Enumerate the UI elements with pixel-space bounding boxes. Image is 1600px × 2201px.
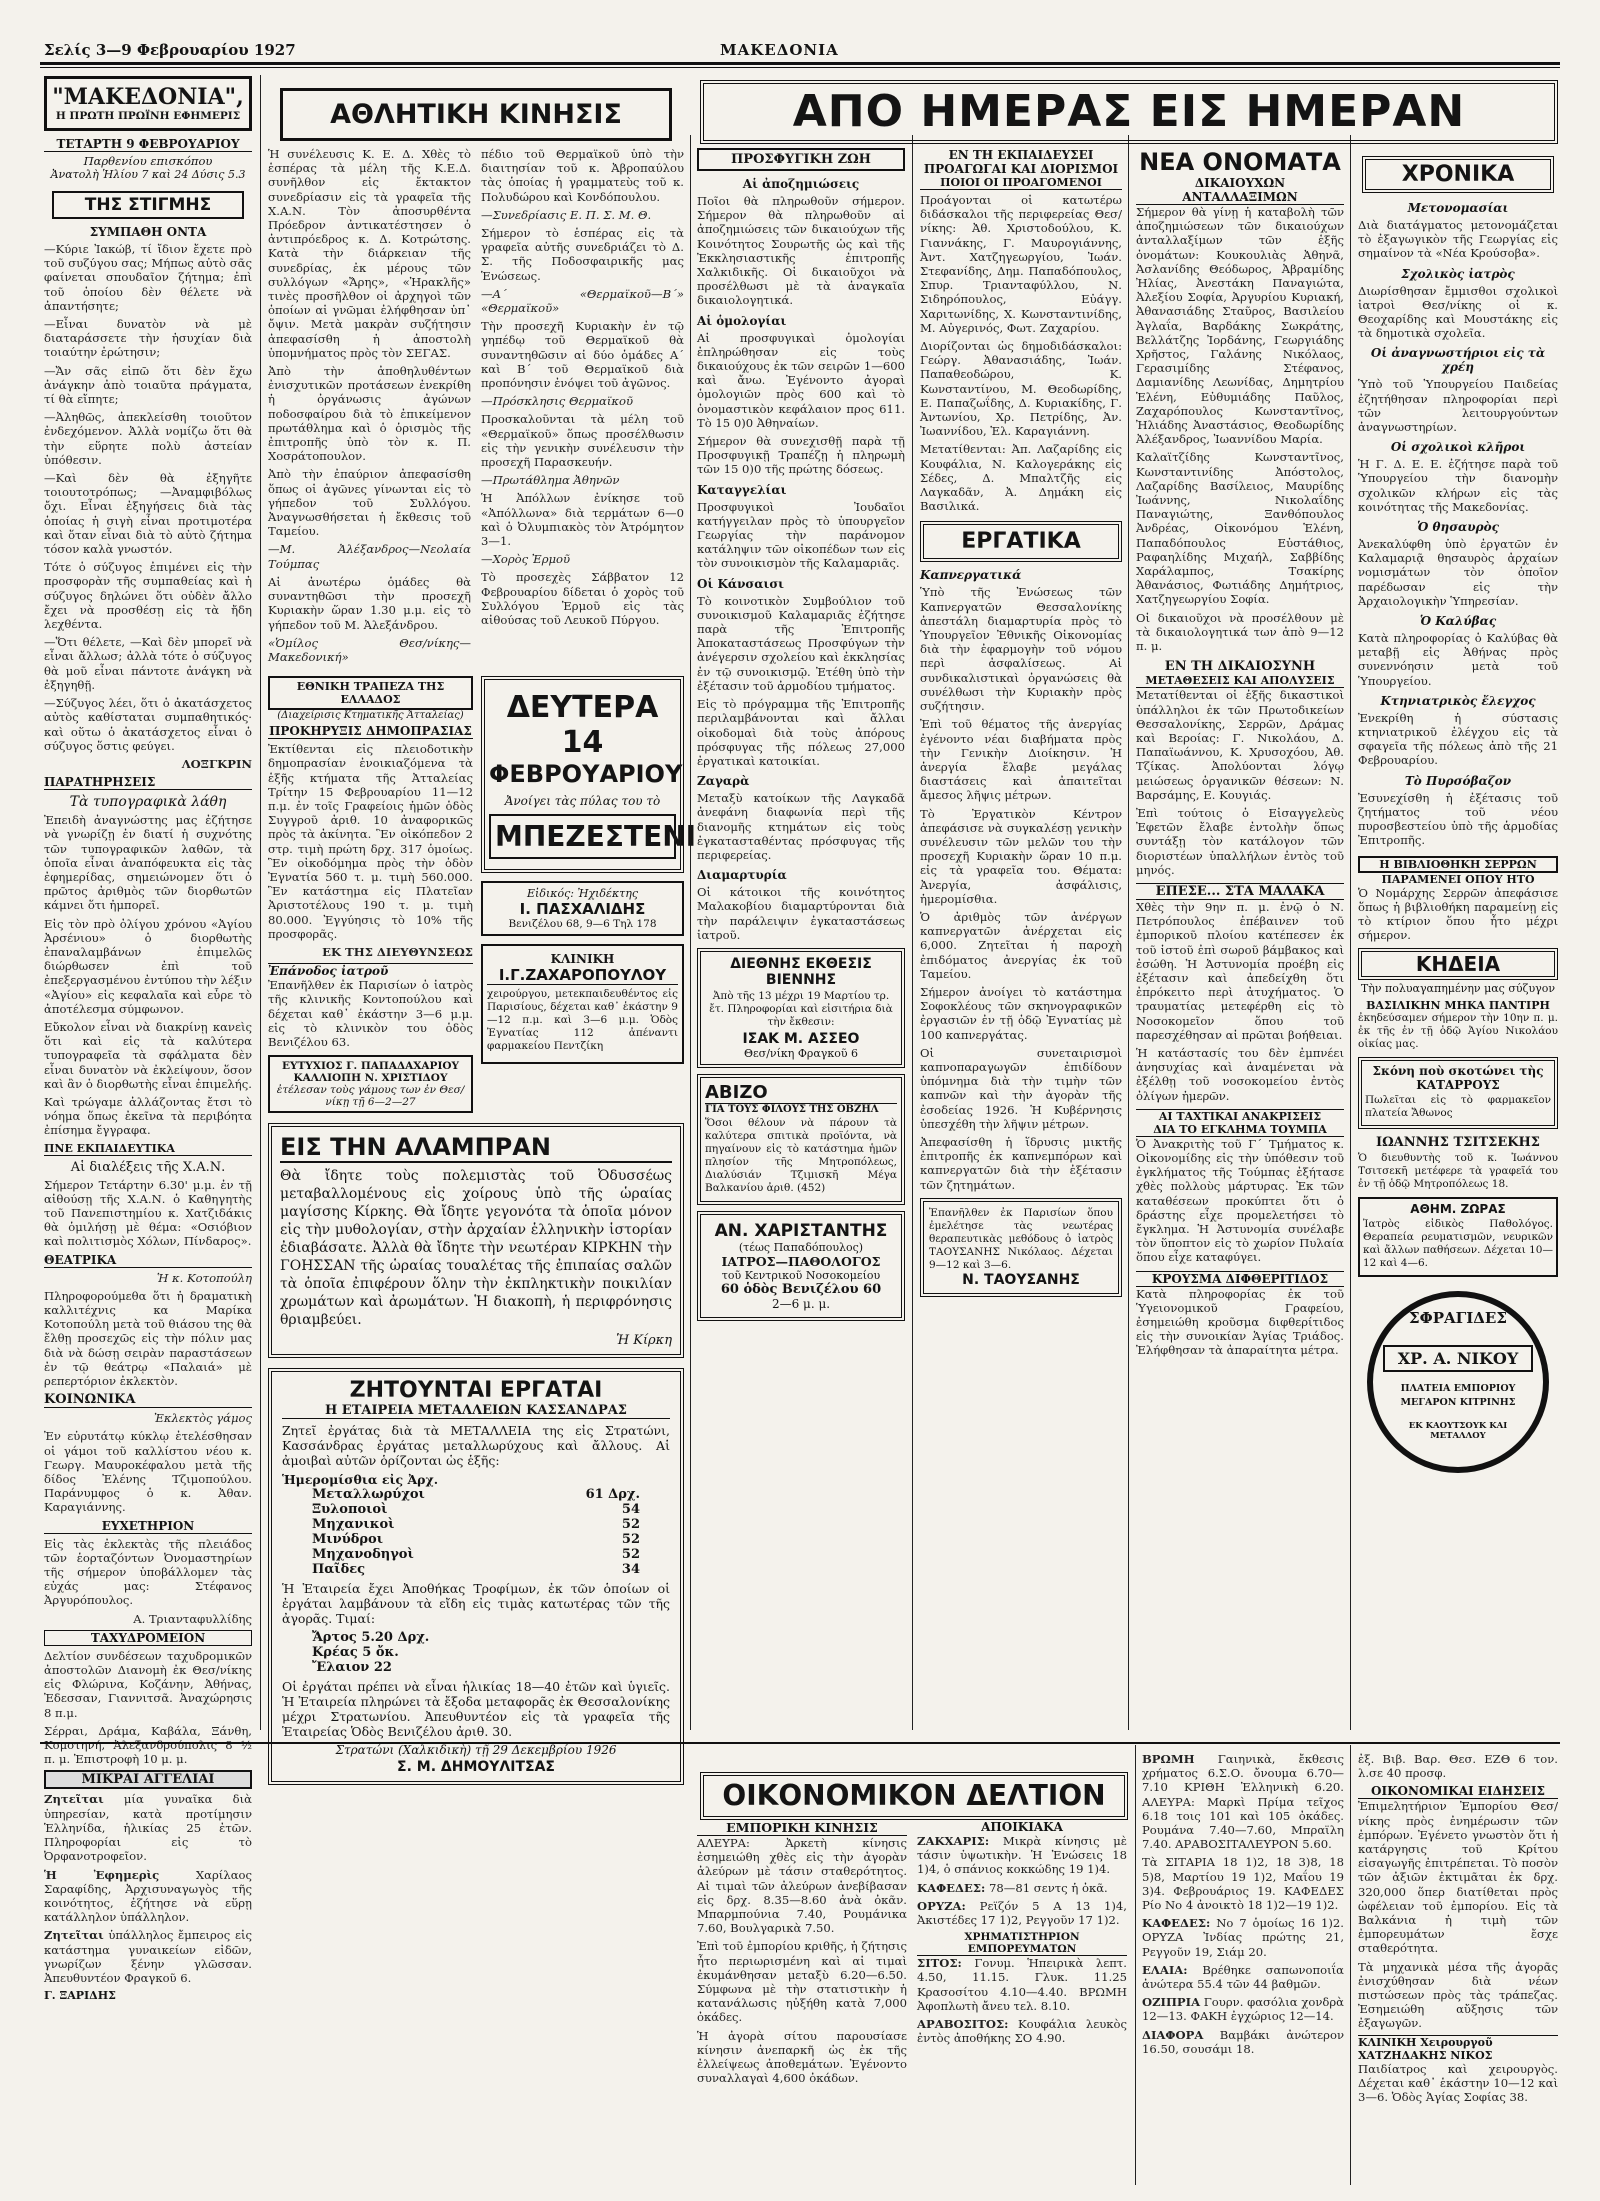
masthead-subtitle: Η ΠΡΩΤΗ ΠΡΩΪΝΗ ΕΦΗΜΕΡΙΣ [55,110,241,122]
heading-chronika: ΧΡΟΝΙΚΑ [1362,156,1554,193]
column-sports: ΑΘΛΗΤΙΚΗ ΚΙΝΗΣΙΣ Ἡ συνέλευσις Κ. Ε. Δ. Χθὲς τὸ ἑσπέρας τὰ μέλη τῆς Κ.Ε.Δ. συνῆλθον εἰς ἔκτακτον συνεδρίασιν εἰς τὰ γραφεῖα τῆς Χ.Α.Ν. Τὸν ἀποσυρθέντα Πρόεδρον ἀντικατέστησεν ὁ ἀντιπρόεδρος κ. Δ. Κοτρώτσης. Κατὰ τὴν διάρκειαν τῆς συνεδρίας, ἐκ μέρους τῶν συλλόγων «Ἄρης», «Ἡρακλῆς» τινὲς προσῆλθον οἱ ἀρχηγοὶ τῶν ὁποίων αἱ γνῶμαι ἐλήφθησαν ὑπ᾽ ὄψιν. Μετὰ μακρὰν συζήτησιν ἀπεφασίσθη ἡ ἀποστολὴ ὑπομνήματος πρὸς τὸν ΣΕΓΑΣ. Ἀπὸ τὴν ἀποθηλυθέντων ἐνισχυτικῶν προτάσεων ἐνεκρίθη ἡ ὀργάνωσις ἀγώνων ποδοσφαίρου διὰ τὸ ἐπικείμενον πρωτάθλημα καὶ ὁ ὁρισμὸς τῆς ἐπιτροπῆς ὑπὸ τὸν κ. Π. Χοσράτοπουλον. Ἀπὸ τὴν ἐπαύριον ἀπεφασίσθη ὅπως οἱ ἀγῶνες γίνωνται εἰς τὸ γήπεδον τοῦ Συλλόγου. Ἀναγνωσθήσεται ἡ ἔκθεσις τοῦ Ταμείου. —Μ. Ἀλέξανδρος—Νεολαία Τούμπας Αἱ ἀνωτέρω ὁμάδες θὰ συναντηθῶσι τὴν προσεχῆ Κυριακὴν ὥραν 1.30 μ.μ. εἰς τὸ γήπεδον τοῦ Μ. Ἀλεξάνδρου. «Ὁμίλος Θεσ/νίκης—Μακεδονική» πέδιο τοῦ Θερμαϊκοῦ ὑπὸ τὴν διαιτησίαν τοῦ κ. Ἀβροπαύλου τὰς ὁποίας ἡ γραμματεὺς τοῦ κ. Πολυδώρου καὶ Κονδόπουλου. —Συνεδρίασις Ε. Π. Σ. Μ. Θ. Σήμερον τὸ ἑσπέρας εἰς τὰ γραφεῖα αὐτῆς συνεδριάζει τὸ Δ. Σ. τῆς Ποδοσφαιρικῆς μας Ἑνώσεως. —Α΄ «Θερμαϊκοῦ—Β΄» «Θερμαϊκοῦ» Τὴν προσεχῆ Κυριακὴν ἐν τῷ γηπέδῳ τοῦ Θερμαϊκοῦ θὰ συναντηθῶσιν αἱ δύο ὁμάδες Α΄ καὶ Β΄ τοῦ Θερμαϊκοῦ διὰ προπόνησιν ἐνόψει τοῦ ἀγῶνος. —Πρόσκλησις Θερμαϊκοῦ Προσκαλοῦνται τὰ μέλη τοῦ «Θερμαϊκοῦ» ὅπως προσέλθωσιν εἰς τὴν γενικὴν συνέλευσιν τὴν προσεχῆ Παρασκευήν. —Πρωτάθλημα Ἀθηνῶν Ἡ Ἀπόλλων ἐνίκησε τοῦ «Ἀπόλλωνα» διὰ τερμάτων 6—0 καὶ ὁ Ὀλυμπιακὸς τὸν Ἀτρόμητον 3—1. —Χορὸς Ἐρμοῦ Τὸ προσεχὲς Σάββατον 12 Φεβρουαρίου δίδεται ὁ χορὸς τοῦ Συλλόγου Ἐρμοῦ εἰς τὰς αἰθούσας τοῦ Λευκοῦ Πύργου. ΕΘΝΙΚΗ ΤΡΑΠΕΖΑ ΤΗΣ ΕΛΛΑΔΟΣ (Διαχείρισις Κτηματικῆς Ἀτταλείας) ΠΡΟΚΗΡΥΞΙΣ ΔΗΜΟΠΡΑΣΙΑΣ Ἐκτίθενται εἰς πλειοδοτικὴν δημοπρασίαν ἐνοικιαζόμενα τὰ ἑξῆς κτήματα τῆς Ἀτταλείας Τρίτην 15 Φεβρουαρίου 11—12 π.μ. ἐν τοῖς Γραφείοις ἡμῶν ὁδὸς Συγγροῦ ἀριθ. 10 ἀναφορικῶς πρὸς τὰ ἀκίνητα. Ἓν οἰκόπεδον 2 στρ. τιμὴ πρώτη δρχ. 317 ὁμοίως. Ἓν οἰκοδόμημα πρὸς τὴν ὁδὸν Ἐγνατία 560 τ. μ. τιμὴ 560.000. Ἓν κατάστημα εἰς Πλατεῖαν Ἀριστοτέλους 190 τ. μ. τιμὴ 80.000. Ἐγγύησις τὸ 10% τῆς προσφορᾶς. ΕΚ ΤΗΣ ΔΙΕΥΘΥΝΣΕΩΣ Ἐπάνοδος ἰατροῦ Ἐπανῆλθεν ἐκ Παρισίων ὁ ἰατρὸς τῆς κλινικῆς Κοντοπούλου καὶ δέχεται καθ᾽ ἑκάστην 3—6 μ.μ. εἰς τὸ κλινικὸν του ὁδὸς Βενιζέλου 63. ΕΥΤΥΧΙΟΣ Γ. ΠΑΠΑΔΑΧΑΡΙΟΥ ΚΑΛΛΙΟΠΗ Ν. ΧΡΙΣΤΙΔΟΥ ἐτέλεσαν τοὺς γάμους των ἐν Θεσ/νίκῃ τῇ 6—2—27 ΔΕΥΤΕΡΑ 14 ΦΕΒΡΟΥΑΡΙΟΥ Ἀνοίγει τὰς πύλας του τὸ ΜΠΕΖΕΣΤΕΝΙ Εἰδικός: Ἠχιδέκτης Ι. ΠΑΣΧΑΛΙΔΗΣ Βενιζέλου 68, 9—6 Τηλ 178 ΚΛΙΝΙΚΗ Ι.Γ.ΖΑΧΑΡΟΠΟΥΛΟΥ χειρούργου, μετεκπαιδευθέντος εἰς Παρισίους, δέχεται καθ᾽ ἑκάστην 9—12 π.μ. καὶ 3—6 μ.μ. Ὁδὸς Ἐγνατίας 112 ἀπέναντι φαρμακείου Πεντζίκη ΕΙΣ ΤΗΝ ΑΛΑΜΠΡΑΝ Θὰ ἴδητε τοὺς πολεμιστὰς τοῦ Ὀδυσσέως μεταβαλλομένους εἰς χοίρους ὑπὸ τῆς ὡραίας μαγίσσης Κίρκης. Θὰ ἴδητε γεγονότα τὰ ὁποῖα μόνον εἰς τὴν μυθολογίαν, στὴν ἀρχαίαν ἑλληνικὴν ἱστορίαν ἐδιαβάσατε. Ἀλλὰ θὰ ἴδητε τὴν νεωτέραν ΚΙΡΚΗΝ τὴν ΓΟΗΣΣΑΝ τῆς ὡραίας τουαλέτας τῆς ἐπιπαίας σαλῶν τὰ ὁποῖα ἐπιφέρουν ὅλην τὴν ἐκπληκτικὴν ποικιλίαν χρωμάτων καὶ ἀρωμάτων. Ἡ διακοπὴ, ἡ περιφρόνησις θριαμβεύει. Ἡ Κίρκη ΖΗΤΟΥΝΤΑΙ ΕΡΓΑΤΑΙ Η ΕΤΑΙΡΕΙΑ ΜΕΤΑΛΛΕΙΩΝ ΚΑΣΣΑΝΔΡΑΣ Ζητεῖ ἐργάτας διὰ τὰ ΜΕΤΑΛΛΕΙΑ της εἰς Στρατώνι, Κασσάνδρας ἐργάτας μεταλλωρύχους καὶ ἄλλους. Αἱ ἀμοιβαὶ αὐτῶν ὁρίζονται ὡς ἑξῆς: Ἡμερομίσθια εἰς Ἀρχ. Μεταλλωρύχοι 61 Δρχ. Ξυλοποιοὶ 54 Μηχανικοὶ 52 Μινύδροι 52 Μηχανοδηγοὶ 52 Παῖδες 34 Ἡ Ἑταιρεία ἔχει Ἀποθήκας Τροφίμων, ἐκ τῶν ὁποίων οἱ ἐργάται λαμβάνουν τὰ εἴδη εἰς τιμὰς κατωτέρας τῶν τῆς ἀγορᾶς. Τιμαί: Ἄρτος 5.20 Δρχ. Κρέας 5 ὄκ. Ἔλαιον 22 Οἱ ἐργάται πρέπει νὰ εἶναι ἡλικίας 18—40 ἐτῶν καὶ ὑγιεῖς. Ἡ Ἑταιρεία πληρώνει τὰ ἔξοδα μεταφορᾶς ἐκ Θεσσαλονίκης μέχρι Στρατωνίου. Ἀπευθυντέον εἰς τὰ γραφεῖα τῆς Ἑταιρείας Ὁδὸς Βενιζέλου ἀριθ. 30. Στρατώνι (Χαλκιδικὴ) τῇ 29 Δεκεμβρίου 1926 Σ. Μ. ΔΗΜΟΥΛΙΤΣΑΣ [268,76,684,1736]
wage-amount: 52 [621,1517,640,1533]
economic-rule [40,1742,1560,1744]
heading-dikaiouxon: ΔΙΚΑΙΟΥΧΩΝ ΑΝΤΑΛΛΑΞΙΜΩΝ [1136,176,1344,205]
heading-kideia: ΚΗΔΕΙΑ [1358,948,1558,980]
heading-anagnostiria: Οἱ ἀναγνωστήριοι εἰς τὰ χρέη [1370,346,1546,375]
masthead-box [44,76,252,131]
heading-epanodos: Ἐπάνοδος ἰατροῦ [268,963,473,978]
signature-left: Γ. ΞΑΡΙΔΗΣ [44,1989,116,2003]
heading-bathmos: Ὁ θησαυρὸς [1417,520,1499,535]
ad-mpezesteni: ΜΠΕΖΕΣΤΕΝΙ [489,814,676,859]
seal-place: ΠΛΑΤΕΙΑ ΕΜΠΟΡΙΟΥ [1400,1382,1516,1394]
wage-job: Ξυλοποιοὶ [312,1502,388,1518]
alhambra-title: ΕΙΣ ΤΗΝ ΑΛΑΜΠΡΑΝ [280,1133,672,1163]
heading-oikismos: Οἱ Κάνσαισι [697,576,784,591]
heading-paratiriseis: ΠΑΡΑΤΗΡΗΣΕΙΣ [44,775,252,790]
katarrous-text: Σκόνη ποὺ σκοτώνει τὴς ΚΑΤΑΡΡΟΥΣ [1372,1063,1544,1092]
heading-metatheseis: ΜΕΤΑΘΕΣΕΙΣ ΚΑΙ ΑΠΟΛΥΣΕΙΣ [1136,674,1344,688]
expo-title: ΔΙΕΘΝΗΣ ΕΚΘΕΣΙΣ ΒΙΕΝΝΗΣ [730,955,872,988]
wage-row [282,1532,670,1547]
heading-chrimatistirion: ΧΡΗΜΑΤΙΣΤΗΡΙΟΝ ΕΜΠΟΡΕΥΜΑΤΩΝ [917,1931,1127,1956]
heading-dialexeis: Αἱ διαλέξεις τῆς Χ.Α.Ν. [70,1159,226,1175]
ad-day: 14 [561,725,604,761]
paper-name-header: ΜΑΚΕΔΟΝΙΑ [720,41,839,59]
wage-job: Μεταλλωρύχοι [312,1487,425,1503]
avizo-title: ΑΒΙΖΟ [705,1082,897,1104]
heading-mikrai-aggeliai: ΜΙΚΡΑΙ ΑΓΓΕΛΙΑΙ [44,1770,252,1789]
doctor-specialty: Εἰδικός: Ἠχιδέκτης [526,887,638,901]
heading-koinonika: ΚΟΙΝΩΝΙΚΑ [44,1392,252,1408]
clinic-doctor: Ι.Γ.ΖΑΧΑΡΟΠΟΥΛΟΥ [487,966,678,985]
heading-typografika: Τὰ τυπογραφικὰ λάθη [69,794,227,811]
heading-ergatika: ΕΡΓΑΤΙΚΑ [920,521,1122,562]
alhambra-ad: ΕΙΣ ΤΗΝ ΑΛΑΜΠΡΑΝ Θὰ ἴδητε τοὺς πολεμιστὰς τοῦ Ὀδυσσέως μεταβαλλομένους εἰς χοίρους ὑπὸ τῆς ὡραίας μαγίσσης Κίρκης. Θὰ ἴδητε γεγονότα τὰ ὁποῖα μόνον εἰς τὴν μυθολογίαν, στὴν ἀρχαίαν ἑλληνικὴν ἱστορίαν ἐδιαβάσατε. Ἀλλὰ θὰ ἴδητε τὴν νεωτέραν ΚΙΡΚΗΝ τὴν ΓΟΗΣΣΑΝ τῆς ὡραίας τουαλέτας τῆς ἐπιπαίας σαλῶν τὰ ὁποῖα ἐπιφέρουν ὅλην τὴν ἐκπληκτικὴν ποικιλίαν χρωμάτων καὶ ἀρωμάτων. Ἡ διακοπὴ, ἡ περιφρόνησις θριαμβεύει. Ἡ Κίρκη [268,1123,684,1358]
column-rule [690,135,691,1730]
avizo-ad: ΑΒΙΖΟ ΓΙΑ ΤΟΥΣ ΦΙΛΟΥΣ ΤΗΣ ΟΒΖΗΛ Ὅσοι θέλουν νὰ πάρουν τὰ καλύτερα σπιτικὰ προϊόντα, νὰ πηγαίνουν εἰς τὸ κατάστημα ἡμῶν πλησίον τῆς Μητροπόλεως, Διαλύσιάν Τζιμισκῆ Μέγα Βαλκανίου ἀριθ. (452) [697,1074,905,1205]
heading-pirozeion: Τὸ Πυρσόβαζον [1404,773,1512,788]
column-chronika: ΧΡΟΝΙΚΑ Μετονομασίαι Διὰ διατάγματος μετονομάζεται τὸ ἐξαγωγικὸν τῆς Γεωργίας εἰς σημαίνον τὰ «Νέα Κρούσοβα». Σχολικὸς ἰατρὸς Διωρίσθησαν ἔμμισθοι σχολικοὶ ἰατροὶ Θεσ/νίκης οἱ κ. Θεοχαρίδης καὶ Μουστάκης εἰς τὰ δημοτικὰ σχολεῖα. Οἱ ἀναγνωστήριοι εἰς τὰ χρέη Ὑπὸ τοῦ Ὑπουργείου Παιδείας ἐζητήθησαν πληροφορίαι περὶ τῶν λειτουργούντων ἀναγνωστηρίων. Οἱ σχολικοὶ κλῆροι Ἡ Γ. Δ. Ε. Ε. ἐζήτησε παρὰ τοῦ Ὑπουργείου τὴν διανομὴν σχολικῶν κλήρων εἰς τὰς κοινότητας τῆς Μακεδονίας. Ὁ θησαυρὸς Ἀνεκαλύφθη ὑπὸ ἐργατῶν ἐν Καλαμαριᾷ θησαυρὸς ἀρχαίων νομισμάτων τὸν ὁποῖον παρέδωσαν εἰς τὴν Ἀρχαιολογικὴν Ὑπηρεσίαν. Ὁ Καλύβας Κατὰ πληροφορίας ὁ Καλύβας θὰ μεταβῇ εἰς Ἀθήνας πρὸς συνεννόησιν μετὰ τοῦ Ὑπουργείου. Κτηνιατρικὸς ἔλεγχος Ἐνεκρίθη ἡ σύστασις κτηνιατρικοῦ ἐλέγχου εἰς τὰ σφαγεῖα τῆς πόλεως ἀπὸ τῆς 21 Φεβρουαρίου. Τὸ Πυρσόβαζον Ἐσυνεχίσθη ἡ ἐξέτασις τοῦ ζητήματος τοῦ νέου πυροσβεστείου ὑπὸ τῆς ἁρμοδίας Ἐπιτροπῆς. Η ΒΙΒΛΙΟΘΗΚΗ ΣΕΡΡΩΝ ΠΑΡΑΜΕΝΕΙ ΟΠΟΥ ΗΤΟ Ὁ Νομάρχης Σερρῶν ἀπεφάσισε ὅπως ἡ βιβλιοθήκη παραμείνῃ εἰς τὸ κτίριον ὅπου ἦτο μέχρι σήμερον. ΚΗΔΕΙΑ Τὴν πολυαγαπημένην μας σύζυγον ΒΑΣΙΛΙΚΗΝ ΜΗΚΑ ΠΑΝΤΙΡΗ ἐκηδεύσαμεν σήμερον τὴν 10ην π. μ. ἐκ τῆς ἐν τῇ ὁδῷ Ἀγίου Νικολάου οἰκίας μας. Σκόνη ποὺ σκοτώνει τὴς ΚΑΤΑΡΡΟΥΣ Πωλεῖται εἰς τὸ φαρμακεῖον πλατεία Ἄθωνος ΙΩΑΝΝΗΣ ΤΣΙΤΣΕΚΗΣ Ὁ διευθυντὴς τοῦ κ. Ἰωάννου Τσιτσεκῆ μετέφερε τὰ γραφεῖά του ἐν τῇ ὁδῷ Μητροπόλεως 18. ΑΘΗΜ. ΖΩΡΑΣ Ἰατρὸς εἰδικὸς Παθολόγος. Θεραπεία ρευματισμῶν, νευρικῶν καὶ ἄλλων παθήσεων. Δέχεται 10—12 καὶ 4—6. ΣΦΡΑΓΙΔΕΣ ΧΡ. Α. ΝΙΚΟΥ ΠΛΑΤΕΙΑ ΕΜΠΟΡΙΟΥ ΜΕΓΑΡΟΝ ΚΙΤΡΙΝΗΣ ΕΚ ΚΑΟΥΤΣΟΥΚ ΚΑΙ ΜΕΤΑΛΛΟΥ [1358,148,1558,1738]
expo-address: Θεσ/νίκη Φραγκοῦ 6 [743,1046,859,1060]
wage-row [282,1562,670,1577]
bank-auction-title: ΠΡΟΚΗΡΥΞΙΣ ΔΗΜΟΠΡΑΣΙΑΣ [269,724,472,739]
heading-kapnergatikai: Καπνεργατικά [920,568,1022,583]
heading-ekpaideutika: ΠΝΕ ΕΚΠΑΙΔΕΥΤΙΚΑ [44,1142,252,1156]
seal-name: ΧΡ. Α. ΝΙΚΟΥ [1383,1345,1533,1372]
economic-middle: ΒΡΩΜΗ Γαιηνικὰ, ἔκθεσις χρήματος 6.Σ.Ο. ὄνουμα 6.70—7.10 ΚΡΙΘΗ Ἐλληνικὴ 6.20. ΑΛΕΥΡΑ: Μαρκὶ Πρίμα τεῖχος 6.18 τοις 101 καὶ 105 ὀκάδες. Ρουμάνα 7.40—7.60, Μπραϊλη 7.40. ΑΡΑΒΟΣΙΤΑΛΕΥΡΟΝ 5.60. Τὰ ΣΙΤΑΡΙΑ 18 1)2, 18 3)8, 18 5)8, Μαρτίου 19 1)2, Μαΐου 19 3)4. Φεβρουάριος 19. ΚΑΦΕΔΕΣ Ρίο Νο 4 ἀνοικτὸ 18 1)2—19 1)2. ΚΑΦΕΔΕΣ: Νο 7 ὁμοίως 16 1)2. ΟΡΥΖΑ Ἰνδίας πρώτης 21, Ρεγγοῦν 19, Σιάμ 20. ΕΛΑΙΑ: Βρέθηκε σαπωνοποιΐα ἀνώτερα 55.4 τῶν 44 βαθμῶν. ΟΖΙΠΡΙΑ Γουρν. φασόλια χονδρὰ 12—13. ΦΑΚΗ ἐγχώριος 12—14. ΔΙΑΦΟΡΑ Βαμβάκι ἀνώτερον 16.50, σουσάμι 18. [1142,1752,1344,2056]
wage-amount: 52 [621,1547,640,1563]
heading-apoikiaka: ΑΠΟΙΚΙΑΚΑ [981,1820,1063,1834]
bank-subtitle: (Διαχείρισις Κτηματικῆς Ἀτταλείας) [277,710,464,722]
heading-tachydromeion: ΤΑΧΥΔΡΟΜΕΙΟΝ [44,1630,252,1646]
heading-prosfygiki: ΠΡΟΣΦΥΓΙΚΗ ΖΩΗ [697,148,905,171]
column-refugee: ΠΡΟΣΦΥΓΙΚΗ ΖΩΗ Αἱ ἀποζημιώσεις Ποῖοι θὰ πληρωθοῦν σήμερον. Σήμερον θὰ πληρωθοῦν αἱ ἀποζημιώσεις τῶν δικαιούχων τῆς Κοινότητος Σουρωτῆς ὡς καὶ τῆς Ἐκκλησιαστικῆς ἐπιτροπῆς Χαλκιδικῆς. Οἱ δικαιοῦχοι νὰ προσέλθωσι μὲ τὰ ἀναγκαῖα δικαιολογητικά. Αἱ ὁμολογίαι Αἱ προσφυγικαὶ ὁμολογίαι ἐπληρώθησαν εἰς τοὺς δικαιούχους ἐκ τῶν σειρῶν 1—600 καὶ ἄνω. Ἐγένοντο ἀγοραὶ ὁμολογιῶν πρὸς 600 καὶ τὸ ὀνομαστικὸν κεφάλαιον προς 611. Τὸ 15 0)0 Ἀθηναίων. Σήμερον θὰ συνεχισθῇ παρὰ τῇ Προσφυγικῇ Τραπέζῃ ἡ πληρωμὴ τῶν 15 0)0 τῆς πρώτης δόσεως. Καταγγελίαι Προσφυγικοὶ Ἰουδαῖοι κατήγγειλαν πρὸς τὸ ὑπουργεῖον Γεωργίας τὴν παράνομον κατάληψιν τῶν οἰκοπέδων των εἰς τὸν συνοικισμὸν τῆς Καλαμαριᾶς. Οἱ Κάνσαισι Τὸ κοινοτικὸν Συμβούλιον τοῦ συνοικισμοῦ Καλαμαριᾶς ἐζήτησε παρὰ τῆς Ἐπιτροπῆς Ἀποκαταστάσεως Προσφύγων τὴν ἀνέγερσιν σχολείου καὶ ἐκκλησίας ἐν τῷ συνοικισμῷ. Ἐτέθη ὑπὸ τὴν ἐξέτασιν τοῦ ἀρμοδίου τμήματος. Εἰς τὸ πρόγραμμα τῆς Ἐπιτροπῆς περιλαμβάνονται καὶ ἄλλαι οἰκοδομαὶ διὰ τοὺς ἀπόρους πρόσφυγας τῆς πόλεως 27,000 ἐργατικαὶ κατοικίαι. Ζαγαρὰ Μεταξὺ κατοίκων τῆς Λαγκαδᾶ ἀνεφάνη διαφωνία περὶ τῆς διανομῆς κτημάτων εἰς τοὺς ἐγκατασταθέντας πρόσφυγας τῆς περιφερείας. Διαμαρτυρία Οἱ κάτοικοι τῆς κοινότητος Μαλακοβίου διαμαρτύρονται διὰ τὴν παράλειψιν ἐγκαταστάσεως ἱατροῦ. ΔΙΕΘΝΗΣ ΕΚΘΕΣΙΣ ΒΙΕΝΝΗΣ Ἀπὸ τῆς 13 μέχρι 19 Μαρτίου τρ. ἔτ. Πληροφορίαι καὶ εἰσιτήρια διὰ τὴν ἔκθεσιν: ΙΣΑΚ Μ. ΑΣΣΕΟ Θεσ/νίκη Φραγκοῦ 6 ΑΒΙΖΟ ΓΙΑ ΤΟΥΣ ΦΙΛΟΥΣ ΤΗΣ ΟΒΖΗΛ Ὅσοι θέλουν νὰ πάρουν τὰ καλύτερα σπιτικὰ προϊόντα, νὰ πηγαίνουν εἰς τὸ κατάστημα ἡμῶν πλησίον τῆς Μητροπόλεως, Διαλύσιάν Τζιμισκῆ Μέγα Βαλκανίου ἀριθ. (452) ΑΝ. ΧΑΡΙΣΤΑΝΤΗΣ (τέως Παπαδόπουλος) ΙΑΤΡΟΣ—ΠΑΘΟΛΟΓΟΣ τοῦ Κεντρικοῦ Νοσοκομείου 60 ὁδὸς Βενιζέλου 60 2—6 μ. μ. [697,148,905,1738]
kideia-name: ΒΑΣΙΛΙΚΗΝ ΜΗΚΑ ΠΑΝΤΙΡΗ [1366,998,1550,1012]
column-left: "ΜΑΚΕΔΟΝΙΑ", Η ΠΡΩΤΗ ΠΡΩΪΝΗ ΕΦΗΜΕΡΙΣ ΤΕΤΑΡΤΗ 9 ΦΕΒΡΟΥΑΡΙΟΥ Παρθενίου επισκόπου Ἀνατολὴ Ἡλίου 7 καὶ 24 Δύσις 5.3 ΤΗΣ ΣΤΙΓΜΗΣ ΣΥΜΠΑΘΗ ΟΝΤΑ —Κύριε Ἰακώβ, τί ἴδιον ἔχετε πρὸ τοῦ συζύγου σας; Μήπως αὐτὸ σᾶς φαίνεται σπουδαῖον ζήτημα; ἐπὶ τοῦ ὁποίου δὲν θέλετε νὰ ἀπαντήσητε; —Εἶναι δυνατὸν νὰ μὲ διαταράσσετε τὴν ἡσυχίαν διὰ τοιαύτην ἐρώτησιν; —Ἄν σᾶς εἰπῶ ὅτι δὲν ἔχω ἀνάγκην ἀπὸ τοιαῦτα πράγματα, τί θὰ εἴπητε; —Ἀληθῶς, ἀπεκλείσθη τοιοῦτον ἐνδεχόμενον. Ἀλλὰ νομίζω ὅτι θὰ τὴν εὕρητε πολὺ ἀστείαν ὑπόθεσιν. —Καὶ δὲν θὰ ἐξηγῆτε τοιουτοτρόπως; —Ἀναμφιβόλως ὄχι. Εἶναι ἐξηγήσεις διὰ τὰς ὁποίας ἡ σιγὴ εἶναι προτιμοτέρα καὶ ὅταν εἶναι διὰ τὸ αὐτὸ ζήτημα τόσον καλὰ γνωστόν. Τότε ὁ σύζυγος ἐπιμένει εἰς τὴν προσφορὰν τῆς συμπαθείας καὶ ἡ σύζυγος δηλώνει ὅτι οὐδὲν ἄλλο ἔχει νὰ προσθέσῃ εἰς τὰ ἤδη λεχθέντα. —Ὅτι θέλετε, —Καὶ δὲν μπορεῖ νὰ εἶναι ἄλλωσ; ἀλλὰ τότε ὁ σύζυγος θὰ μοῦ εἶναι πάντοτε ἀνάγκη νὰ ἐξηγηθῇ. —Σύζυγος λέει, ὅτι ὁ ἀκατάσχετος αὐτὸς καθίσταται συμπαθητικός· καὶ οὕτω ὁ ἀκατάσχετος εἶναι ὁ σύζυγος ὅστις φεύγει. ΛΟΞΓΚΡΙΝ ΠΑΡΑΤΗΡΗΣΕΙΣ Τὰ τυπογραφικὰ λάθη Ἐπειδὴ ἀναγνώστης μας ἐζήτησε νὰ γνωρίζῃ ἐν διατί ἡ συχνότης τῶν τυπογραφικῶν λαθῶν, τὰ ὁποῖα εἶναι ἀναπόφευκτα εἰς τὰς ἐφημερίδας, σημειώνομεν ὅτι ὁ πρῶτος ἀριθμὸς τῶν διορθωτῶν κάμνει ὅτι ἠμπορεῖ. Εἰς τὸν πρὸ ὀλίγου χρόνου «Ἀγίου Ἀρσένιου» ὁ διορθωτὴς ἐπαναλαμβάνων ἐπιμελῶς διώρθωσεν ἐπὶ τοῦ ἐπεξεργασμένου ἐντύπου τὴν λέξιν «Ἀγίου» εἰς κεφαλαῖα καὶ εὗρε τὸ ἀποτέλεσμα σύμφωνον. Εὔκολον εἶναι νὰ διακρίνῃ κανεὶς ὅτι καὶ εἰς τὰ καλύτερα τυπογραφεῖα τὰ σφάλματα δὲν εἶναι δυνατὸν νὰ ἐκλείψουν, ὅσον καὶ ἂν ὁ διορθωτὴς εἶναι ἐπιμελής. Καὶ τρώγαμε ἀλλάζοντας ἔτσι τὸ νόημα ὅπως ἐκεῖνα τὰ περιβόητα ἐπίσημα ἔγγραφα. ΠΝΕ ΕΚΠΑΙΔΕΥΤΙΚΑ Αἱ διαλέξεις τῆς Χ.Α.Ν. Σήμερον Τετάρτην 6.30' μ.μ. ἐν τῇ αἰθούσῃ τῆς Χ.Α.Ν. ὁ Καθηγητὴς τοῦ Πανεπιστημίου κ. Χατζιδάκις θὰ ὁμιλήσῃ μὲ θέμα: «Οσιόβιον καὶ πολιτισμὸς Χόλων, Πίνδαρος». ΘΕΑΤΡΙΚΑ Ἡ κ. Κοτοπούλη Πληροφορούμεθα ὅτι ἡ δραματικὴ καλλιτέχνις κα Μαρίκα Κοτοπούλη μετὰ τοῦ θιάσου της θὰ ἔλθῃ προσεχῶς εἰς τὴν πόλιν μας διὰ νὰ δώσῃ σειρὰν παραστάσεων ἐν τῷ θεάτρῳ «Παλαιά» μὲ ρεπερτόριον ἐκλεκτὸν. ΚΟΙΝΩΝΙΚΑ Ἐκλεκτὸς γάμος Ἐν εὐρυτάτῳ κύκλῳ ἐτελέσθησαν οἱ γάμοι τοῦ καλλίστου νέου κ. Γεωργ. Μαυροκέφαλου μετὰ τῆς δίδος Ἐλένης Τζιμοπούλου. Παράνυμφος ὁ κ. Ἀθαν. Καραγιάννης. ΕΥΧΕΤΗΡΙΟΝ Εἰς τὰς ἐκλεκτὰς τῆς πλειάδος τῶν ἑορταζόντων Ὀνομαστηρίων τῆς σήμερον ὑποβάλλομεν τὰς εὐχάς μας: Στέφανος Ἀργυρόπουλος. Α. Τριανταφυλλίδης ΤΑΧΥΔΡΟΜΕΙΟΝ Δελτίον συνδέσεων ταχυδρομικῶν ἀποστολῶν Διανομὴ ἐκ Θεσ/νίκης εἰς Φλώρινα, Κοζάνην, Ἀθήνας, Ἐδεσσαν, Γιαννιτσᾶ. Ἀναχώρησις 8 π.μ. Σέρραι, Δράμα, Καβάλα, Ξάνθη, Κομοτηνή, Ἀλεξανδρούπολις 8 ½ π. μ. Ἐπιστροφὴ 10 μ. μ. ΜΙΚΡΑΙ ΑΓΓΕΛΙΑΙ Ζητεῖται μία γυναῖκα διὰ ὑπηρεσίαν, κατὰ προτίμησιν Ἑλληνίδα, ἡλικίας 25 ἐτῶν. Πληροφορίαι εἰς τὸ Ὀρφανοτροφεῖον. Ἡ Ἐφημερὶς Χαρίλαος Σαραφίδης, Ἀρχισυναγωγὸς τῆς κοινότητος, ἐζήτησε νὰ εὕρῃ κατάλληλον ὑπάλληλον. Ζητεῖται ὑπάλληλος ἔμπειρος εἰς κατάστημα γυναικείων εἰδῶν, γνωρίζων ξένην γλῶσσαν. Ἀπευθυντέον Φραγκοῦ 6. Γ. ΞΑΡΙΔΗΣ [44,76,252,2186]
wage-table [282,1487,670,1577]
heading-omologiai: Αἱ ὁμολογίαι [697,313,787,328]
bank-signature: ΕΚ ΤΗΣ ΔΙΕΥΘΥΝΣΕΩΣ [322,944,473,959]
heading-malaka: ΕΠΕΣΕ... ΣΤΑ ΜΑΛΑΚΑ [1136,883,1344,900]
tsitsekis-name: ΙΩΑΝΝΗΣ ΤΣΙΤΣΕΚΗΣ [1376,1134,1540,1150]
heading-ekpaideusi: ΕΝ ΤΗ ΕΚΠΑΙΔΕΥΣΕΙ [948,148,1094,162]
price-item: Κρέας 5 ὄκ. [312,1645,399,1661]
heading-dikaiosyni: ΕΝ ΤΗ ΔΙΚΑΙΟΣΥΝΗ [1164,659,1316,675]
seal-place2: ΜΕΓΑΡΟΝ ΚΙΤΡΙΝΗΣ [1400,1396,1516,1408]
wage-job: Μηχανοδηγοὶ [312,1547,414,1563]
heading-metonomasiai: Μετονομασίαι [1407,201,1509,215]
heading-diemporia: Διαμαρτυρία [697,868,787,883]
price-list [282,1630,670,1675]
wage-amount: 54 [621,1502,640,1518]
wage-job: Μηχανικοὶ [312,1517,395,1533]
heading-athlitiki: ΑΘΛΗΤΙΚΗ ΚΙΝΗΣΙΣ [280,88,672,141]
wage-row [282,1517,670,1532]
ad-month: ΦΕΒΡΟΥΑΡΙΟΥ [489,760,683,789]
column-rule [912,135,913,1730]
heading-katagellai: Καταγγελίαι [697,482,787,497]
heading-nea-onomata: ΝΕΑ ΟΝΟΜΑΤΑ [1139,148,1341,176]
price-item: Ἄρτος 5.20 Δρχ. [312,1630,430,1646]
wage-row [282,1547,670,1562]
masthead-day: ΤΕΤΑΡΤΗ 9 ΦΕΒΡΟΥΑΡΙΟΥ [44,137,252,152]
section-stigmis: ΤΗΣ ΣΤΙΓΜΗΣ [52,191,244,219]
heading-eyxitiria: ΕΥΧΕΤΗΡΙΟΝ [44,1519,252,1534]
economic-left: ΕΜΠΟΡΙΚΗ ΚΙΝΗΣΙΣ ΑΛΕΥΡΑ: Ἀρκετὴ κίνησις ἐσημειώθη χθὲς εἰς τὴν ἀγορὰν ἀλεύρων μὲ τάσιν σταθερότητος. Αἱ τιμαὶ τῶν ἀλεύρων ἀνεβίβασαν εἰς δρχ. 8.35—8.60 ἀνὰ ὀκᾶν. Μπαρμπούνια 7.40, Ρουμάνικα 7.60, Βουλγαρικὰ 7.50. Ἐπὶ τοῦ ἐμπορίου κριθῆς, ἡ ζήτησις ἦτο περιωρισμένη καὶ αἱ τιμαὶ ἐκυμάνθησαν μεταξὺ 6.20—6.50. Σύμφωνα μὲ τὴν στατιστικὴν ἡ κατανάλωσις ηὐξήθη κατὰ 7,000 ὀκάδες. Ἡ ἀγορὰ σίτου παρουσίασε κίνησιν ἀνεπαρκῆ ὡς ἐκ τῆς ἐλλείψεως ἀποθεμάτων. Ἐγένοντο συναλλαγαὶ 4,600 ὀκάδων. ΑΠΟΙΚΙΑΚΑ ΖΑΚΧΑΡΙΣ: Μικρὰ κίνησις μὲ τάσιν ὑψωτικὴν. Ἡ Ἑνώσεις 18 1)4, ὁ σπάνιος κοκκώδης 19 1)4. ΚΑΦΕΔΕΣ: 78—81 σεντς ἡ ὀκᾶ. ΟΡΥΖΑ: Ρεϊζόν 5 Α 13 1)4, Ἀκιστέδες 17 1)2, Ρεγγοῦν 17 1)2. ΧΡΗΜΑΤΙΣΤΗΡΙΟΝ ΕΜΠΟΡΕΥΜΑΤΩΝ ΣΙΤΟΣ: Γονυμ. Ἡπειρικὰ λεπτ. 4.50, 11.15. Γλυκ. 11.25 Κρασοσίτου 4.10—4.40. ΒΡΩΜΗ Ἀφοπλωτὴ ἄνευ τελ. 8.10. ΑΡΑΒΟΣΙΤΟΣ: Κουφάλια λευκὸς ἐντὸς ἀποθήκης ΣΟ 4.90. [697,1820,1127,2086]
heading-economic: ΟΙΚΟΝΟΜΙΚΟΝ ΔΕΛΤΙΟΝ [700,1772,1128,1820]
column-rule [1350,135,1351,1730]
klinikh-name: ΧΑΤΖΗΔΑΚΗΣ ΝΙΚΟΣ [1358,2048,1493,2062]
heading-emporiki: ΕΜΠΟΡΙΚΗ ΚΙΝΗΣΙΣ [697,1820,907,1836]
heading-library-sub: ΠΑΡΑΜΕΝΕΙ ΟΠΟΥ ΗΤΟ [1381,872,1535,886]
doctor-charistantis: ΑΝ. ΧΑΡΙΣΤΑΝΤΗΣ [714,1220,888,1241]
wage-amount: 52 [621,1532,640,1548]
taousanis-ad: Ἐπανῆλθεν ἐκ Παρισίων ὅπου ἐμελέτησε τὰς νεωτέρας θεραπευτικὰς μεθόδους ὁ ἰατρὸς ΤΑΟΥΣΑΝΗΣ Νικόλαος. Δέχεται 9—12 καὶ 3—6. Ν. ΤΑΟΥΣΑΝΗΣ [920,1198,1122,1297]
workers-company: Η ΕΤΑΙΡΕΙΑ ΜΕΤΑΛΛΕΙΩΝ ΚΑΣΣΑΝΔΡΑΣ [282,1403,670,1419]
header-rule-thin [40,67,1560,68]
page-date-header: Σελίς 3—9 Φεβρουαρίου 1927 [44,41,296,59]
heading-scholiko: Σχολικὸς ἰατρὸς [1401,266,1515,281]
heading-kalivas: Ὁ Καλύβας [1419,614,1497,629]
heading-library: Η ΒΙΒΛΙΟΘΗΚΗ ΣΕΡΡΩΝ [1358,856,1558,873]
heading-sympathi: ΣΥΜΠΑΘΗ ΟΝΤΑ [89,225,207,239]
heading-krousma: ΚΡΟΥΣΜΑ ΔΙΦΘΕΡΙΤΙΔΟΣ [1136,1271,1344,1287]
wage-table-title: Ἡμερομίσθια εἰς Ἀρχ. [282,1472,439,1488]
avizo-subtitle: ΓΙΑ ΤΟΥΣ ΦΙΛΟΥΣ ΤΗΣ ΟΒΖΗΛ [705,1103,879,1115]
column-rule [260,75,261,1730]
economic-right: ἐξ. Βιβ. Βαρ. Θεσ. ΕΖΘ 6 τον. λ.σε 40 προσφ. ΟΙΚΟΝΟΜΙΚΑΙ ΕΙΔΗΣΕΙΣ Ἐπιμελητήριον Ἐμπορίου Θεσ/νίκης πρὸς ἐνημέρωσιν τῶν ἐμπόρων. Ἐγένετο γνωστὸν ὅτι ἡ κατάργησις τοῦ Κρίτου εἰσαγωγῆς ἐπιτρέπεται. Τὸ ποσὸν τῶν ἀξιῶν ἐκτιμᾶται ἐκ δρχ. 320,000 ὅπερ διατίθεται πρὸς ὠφέλειαν τοῦ ἐμπορίου. Εἰς τὰ Βαλκάνια ἡ τιμὴ τῶν ἐμπορευμάτων ἔσχε σταθερότητα. Τὰ μηχανικὰ μέσα τῆς ἀγορᾶς ἐνισχύθησαν διὰ νέων πιστώσεων πρὸς τὰς τράπεζας. Ἐσημειώθη αὔξησις τῶν ἐξαγωγῶν. ΚΛΙΝΙΚΗ Χειρουργοῦ ΧΑΤΖΗΔΑΚΗΣ ΝΙΚΟΣ Παιδίατρος καὶ χειρουργὸς. Δέχεται καθ᾽ ἑκάστην 10—12 καὶ 3—6. Ὁδὸς Ἁγίας Σοφίας 38. [1358,1752,1558,2105]
ad-deutera: ΔΕΥΤΕΡΑ [506,690,659,726]
heading-zagora: Ζαγαρὰ [697,774,750,789]
wedding-name: ΚΑΛΛΙΟΠΗ Ν. ΧΡΙΣΤΙΔΟΥ [293,1072,448,1085]
heading-apozimioseis: Αἱ ἀποζημιώσεις [742,177,860,191]
wage-job: Παῖδες [312,1562,366,1578]
masthead-sun: Ἀνατολὴ Ἡλίου 7 καὶ 24 Δύσις 5.3 [50,168,246,181]
clinic-label: ΚΛΙΝΙΚΗ [550,952,615,967]
column-education: ΕΝ ΤΗ ΕΚΠΑΙΔΕΥΣΕΙ ΠΡΟΑΓΩΓΑΙ ΚΑΙ ΔΙΟΡΙΣΜΟΙ ΠΟΙΟΙ ΟΙ ΠΡΟΑΓΟΜΕΝΟΙ Προάγονται οἱ κατωτέρω διδάσκαλοι τῆς περιφερείας Θεσ/νίκης: Ἀθ. Χριστοδούλου, Κ. Γιαννάκης, Γ. Μαυρογιάννης, Ἀντ. Χατζηγεωργίου, Ἰωάν. Στεφανίδης, Δημ. Παπαδόπουλος, Σπυρ. Τριανταφύλλου, Ν. Σιδηρόπουλος, Εὐάγγ. Χαριτωνίδης, Χ. Κωνσταντινίδης, Μ. Αὐγερινός, Φωτ. Ζαχαρίου. Διορίζονται ὡς δημοδιδάσκαλοι: Γεώργ. Ἀθανασιάδης, Ἰωάν. Παπαθεοδώρου, Κ. Κωνσταντίνου, Μ. Θεοδωρίδης, Ε. Παπαζωΐδης, Δ. Κυριακίδης, Γ. Ἀντωνίου, Χρ. Πετρίδης, Ἀν. Ἰωαννίδου, Ἑλ. Καραγιάννη. Μετατίθενται: Ἀπ. Λαζαρίδης εἰς Κουφάλια, Ν. Καλογεράκης εἰς Σέδες, Δ. Μπαλτζῆς εἰς Λαγκαδᾶν, Ἀ. Δημάκη εἰς Βασιλικά. ΕΡΓΑΤΙΚΑ Καπνεργατικά Ὑπὸ τῆς Ἐνώσεως τῶν Καπνεργατῶν Θεσσαλονίκης ἀπεστάλη διαμαρτυρία πρὸς τὸ Ὑπουργεῖον Ἐθνικῆς Οἰκονομίας διὰ τὴν ἐφαρμογὴν τοῦ νόμου περὶ ἀσφαλίσεως. Αἱ συνδικαλιστικαὶ ὀργανώσεις θὰ συνέλθωσι τὴν Κυριακὴν πρὸς συζήτησιν. Ἐπὶ τοῦ θέματος τῆς ἀνεργίας ἐγένοντο νέαι διαβήματα πρὸς τὴν Γενικὴν Διοίκησιν. Ἡ ἀνεργία ἔλαβε μεγάλας διαστάσεις καὶ ἀπαιτεῖται ἄμεσος λῆψις μέτρων. Τὸ Ἐργατικὸν Κέντρον ἀπεφάσισε νὰ συγκαλέσῃ γενικὴν συνέλευσιν τῶν μελῶν του τὴν προσεχῆ Κυριακὴν ὥραν 10 π.μ. εἰς τὰ γραφεῖα του. Θέματα: Ἀνεργία, ἀσφάλισις, ἡμερομίσθια. Ὁ ἀριθμὸς τῶν ἀνέργων καπνεργατῶν ἀνέρχεται εἰς 6,000. Ζητεῖται ἡ παροχὴ ἐπιδόματος ἀνεργίας ἐκ τοῦ Ταμείου. Σήμερον ἀνοίγει τὸ κατάστημα Σοφοκλέους τῶν σκηνογραφικῶν ἐργασιῶν ἐν τῇ ὁδῷ Ἐγνατίας μὲ 100 καπνεργάτας. Οἱ συνεταιρισμοὶ καπνοπαραγωγῶν ἐπιδίδουν ὑπόμνημα διὰ τὴν τιμὴν τῶν καπνῶν καὶ τὴν ἀγορὰν τῆς ἐσοδείας 1926. Ἡ Κυβέρνησις ὑπεσχέθη τὴν λῆψιν μέτρων. Ἀπεφασίσθη ἡ ἵδρυσις μικτῆς ἐπιτροπῆς ἐκ καπνεμπόρων καὶ καπνεργατῶν διὰ τὴν ἐξέτασιν τῶν ζητημάτων. Ἐπανῆλθεν ἐκ Παρισίων ὅπου ἐμελέτησε τὰς νεωτέρας θεραπευτικὰς μεθόδους ὁ ἰατρὸς ΤΑΟΥΣΑΝΗΣ Νικόλαος. Δέχεται 9—12 καὶ 3—6. Ν. ΤΑΟΥΣΑΝΗΣ [920,148,1122,1738]
vienna-expo-ad: ΔΙΕΘΝΗΣ ΕΚΘΕΣΙΣ ΒΙΕΝΝΗΣ Ἀπὸ τῆς 13 μέχρι 19 Μαρτίου τρ. ἔτ. Πληροφορίαι καὶ εἰσιτήρια διὰ τὴν ἔκθεσιν: ΙΣΑΚ Μ. ΑΣΣΕΟ Θεσ/νίκη Φραγκοῦ 6 [697,948,905,1068]
ad-opens: Ἀνοίγει τὰς πύλας του τὸ [504,794,661,809]
header-rule [40,62,1560,65]
price-item: Ἔλαιον 22 [312,1660,392,1676]
heading-anakriseis: ΑΙ ΤΑΧΤΙΚΑΙ ΑΝΑΚΡΙΣΕΙΣ [1136,1109,1344,1123]
doctor-paschalidis-ad [481,881,684,936]
mpezesteni-ad [481,676,697,873]
workers-title: ΖΗΤΟΥΝΤΑΙ ΕΡΓΑΤΑΙ [349,1378,603,1404]
column-justice: ΝΕΑ ΟΝΟΜΑΤΑ ΔΙΚΑΙΟΥΧΩΝ ΑΝΤΑΛΛΑΞΙΜΩΝ Σήμερον θὰ γίνῃ ἡ καταβολὴ τῶν ἀποζημιώσεων τῶν δικαιούχων ἀνταλλαξίμων τῶν ἑξῆς ὀνομάτων: Κουκουλιὰς Ἀθηνᾶ, Ἀσλανίδης Θεόδωρος, Ἀβραμίδης Ἠλίας, Ἀνεστάκη Παναγιώτα, Ἀλεξίου Σοφία, Ἀργυρίου Κυριακή, Ἀθανασιάδης Σταῦρος, Βασιλείου Ἀγλαΐα, Βαρδάκης Σωκράτης, Βελλάτζης Ἰορδάνης, Γεωργιάδης Χρῆστος, Γαλάνης Νικόλαος, Γερασιμίδης Στέφανος, Δαμιανίδης Λεωνίδας, Δημητρίου Ἑλένη, Εὐθυμιάδης Παῦλος, Ζαχαρόπουλος Κωνσταντῖνος, Ἠλιάδης Ἀναστάσιος, Θεοδωρίδης Ἀλέξανδρος, Ἰωαννίδου Μαρία. Καλαϊτζίδης Κωνσταντῖνος, Κωνσταντινίδης Ἀπόστολος, Λαζαρίδης Βασίλειος, Μαυρίδης Ἰωάννης, Νικολαΐδης Παναγιώτης, Ξανθόπουλος Ἀνδρέας, Οἰκονόμου Ἑλένη, Παπαδόπουλος Εὐστάθιος, Ραφαηλίδης Μιχαήλ, Σαββίδης Χαράλαμπος, Τσακίρης Ἀθανάσιος, Φωτιάδης Δημήτριος, Χατζηγεωργίου Σοφία. Οἱ δικαιοῦχοι νὰ προσέλθουν μὲ τὰ δικαιολογητικά των ἀπὸ 9—12 π. μ. ΕΝ ΤΗ ΔΙΚΑΙΟΣΥΝΗ ΜΕΤΑΘΕΣΕΙΣ ΚΑΙ ΑΠΟΛΥΣΕΙΣ Μετατίθενται οἱ ἑξῆς δικαστικοὶ ὑπάλληλοι ἐκ τῶν Πρωτοδικείων Θεσσαλονίκης, Σερρῶν, Δράμας καὶ Βεροίας: Γ. Νικολάου, Δ. Παπαϊωάννου, Κ. Χρυσοχόου, Ἀθ. Τζίκας. Ἀπολύονται λόγῳ μειώσεως ὁργανικῶν θέσεων: Ν. Βαρσάμης, Ε. Κουγιάς. Ἐπὶ τούτοις ὁ Εἰσαγγελεὺς Ἐφετῶν ἔλαβε ἐντολὴν ὅπως συντάξῃ τὸν κατάλογον τῶν διοριστέων ὑπαλλήλων ἐντὸς τοῦ μηνός. ΕΠΕΣΕ... ΣΤΑ ΜΑΛΑΚΑ Χθὲς τὴν 9ην π. μ. ἐνῷ ὁ Ν. Πετρόπουλος ἐπέβαινεν τοῦ ἐμπορικοῦ πλοίου κατέπεσεν ἐκ τοῦ ἱστοῦ ἐπὶ σωροῦ βάμβακος καὶ ἐσώθη. Ἡ Ἀστυνομία προέβη εἰς ἐξέτασιν καὶ ἀπεδείχθη ὅτι ἐπρόκειτο περὶ ἀτυχήματος. Ὁ τραυματίας μετεφέρθη εἰς τὸ Νοσοκομεῖον ὅπου τοῦ παρεσχέθησαν αἱ πρῶται βοήθειαι. Ἡ κατάστασίς του δὲν ἐμπνέει ἀνησυχίας καὶ ἀναμένεται νὰ ἐξέλθῃ τοῦ νοσοκομείου ἐντὸς ὀλίγων ἡμερῶν. ΑΙ ΤΑΧΤΙΚΑΙ ΑΝΑΚΡΙΣΕΙΣ ΔΙΑ ΤΟ ΕΓΚΛΗΜΑ ΤΟΥΜΠΑ Ὁ Ἀνακριτὴς τοῦ Γ΄ Τμήματος κ. Οἰκονομίδης εἰς τὴν ὑπόθεσιν τοῦ ἐγκλήματος τῆς Τούμπας ἐξήτασε χθὲς πολλοὺς μάρτυρας. Ἐκ τῶν καταθέσεων προκύπτει ὅτι ὁ δράστης εἶχε προμελετήσει τὸ ἔγκλημα. Ἡ Ἀστυνομία συνέλαβε τὸν ὕποπτον εἰς τὸ χωρίον Πυλαία ὅπου εἶχε καταφύγει. ΚΡΟΥΣΜΑ ΔΙΦΘΕΡΙΤΙΔΟΣ Κατὰ πληροφορίας ἐκ τοῦ Ὑγειονομικοῦ Γραφείου, ἐσημειώθη κροῦσμα διφθερίτιδος εἰς τὴν συνοικίαν Ἁγίας Τριάδος. Ἐλήφθησαν τὰ ἀπαραίτητα μέτρα. [1136,148,1344,1358]
doctor-charistantis-address: 60 ὁδὸς Βενιζέλου 60 [720,1281,882,1297]
workers-signer: Σ. Μ. ΔΗΜΟΥΛΙΤΣΑΣ [397,1759,555,1776]
zoras-ad: ΑΘΗΜ. ΖΩΡΑΣ Ἰατρὸς εἰδικὸς Παθολόγος. Θεραπεία ρευματισμῶν, νευρικῶν καὶ ἄλλων παθήσεων. Δέχεται 10—12 καὶ 4—6. [1358,1197,1558,1277]
wage-amount: 34 [621,1562,640,1578]
banner-apo-imeras: ΑΠΟ ΗΜΕΡΑΣ ΕΙΣ ΗΜΕΡΑΝ [700,80,1558,144]
wage-amount: 61 Δρχ. [585,1487,640,1503]
heading-theatrika: ΘΕΑΤΡΙΚΑ [44,1253,252,1268]
wage-row [282,1487,670,1502]
heading-ktinotrofikos: Κτηνιατρικὸς ἔλεγχος [1380,693,1536,708]
seal-stamp-ad [1367,1291,1549,1473]
column-rule [1128,135,1129,1730]
column-rule [1350,1745,1351,2185]
zoras-name: ΑΘΗΜ. ΖΩΡΑΣ [1410,1201,1506,1216]
doctor-charistantis-hospital: τοῦ Κεντρικοῦ Νοσοκομείου [721,1268,881,1282]
doctor-charistantis-sub: (τέως Παπαδόπουλος) [738,1240,864,1254]
wage-row [282,1502,670,1517]
taousanis-name: Ν. ΤΑΟΥΣΑΝΗΣ [962,1271,1080,1288]
katarrous-ad: Σκόνη ποὺ σκοτώνει τὴς ΚΑΤΑΡΡΟΥΣ Πωλεῖται εἰς τὸ φαρμακεῖον πλατεία Ἄθωνος [1358,1057,1558,1129]
doctor-charistantis-hours: 2—6 μ. μ. [771,1296,831,1311]
doctor-charistantis-title: ΙΑΤΡΟΣ—ΠΑΘΟΛΟΓΟΣ [721,1253,881,1269]
column-rule [1135,1745,1136,2185]
heading-oikonomikai: ΟΙΚΟΝΟΜΙΚΑΙ ΕΙΔΗΣΕΙΣ [1358,1784,1558,1799]
seal-bottom-text: ΕΚ ΚΑΟΥΤΣΟΥΚ ΚΑΙ ΜΕΤΑΛΛΟΥ [1408,1420,1508,1441]
doctor-paschalidis-address: Βενιζέλου 68, 9—6 Τηλ 178 [508,918,657,931]
alhambra-kirki: Ἡ Κίρκη [616,1333,672,1349]
seal-top-text: ΣΦΡΑΓΙΔΕΣ [1409,1308,1507,1327]
expo-name: ΙΣΑΚ Μ. ΑΣΣΕΟ [742,1030,860,1047]
wage-job: Μινύδροι [312,1532,383,1548]
heading-poioi: ΠΟΙΟΙ ΟΙ ΠΡΟΑΓΟΜΕΝΟΙ [920,176,1122,190]
bank-title: ΕΘΝΙΚΗ ΤΡΑΠΕΖΑ ΤΗΣ ΕΛΛΑΔΟΣ [268,676,473,710]
heading-proagogai: ΠΡΟΑΓΩΓΑΙ ΚΑΙ ΔΙΟΡΙΣΜΟΙ [923,162,1119,176]
doctor-charistantis-ad [697,1211,905,1321]
clinic-ad: ΚΛΙΝΙΚΗ Ι.Γ.ΖΑΧΑΡΟΠΟΥΛΟΥ χειρούργου, μετεκπαιδευθέντος εἰς Παρισίους, δέχεται καθ᾽ ἑκάστην 9—12 π.μ. καὶ 3—6 μ.μ. Ὁδὸς Ἐγνατίας 112 ἀπέναντι φαρμακείου Πεντζίκη [481,944,684,1064]
masthead-title: "ΜΑΚΕΔΟΝΙΑ", [52,84,244,110]
heading-tympa: ΔΙΑ ΤΟ ΕΓΚΛΗΜΑ ΤΟΥΜΠΑ [1136,1123,1344,1137]
doctor-paschalidis: Ι. ΠΑΣΧΑΛΙΔΗΣ [519,900,646,919]
heading-kleroi: Οἱ σχολικοὶ κλῆροι [1390,440,1526,455]
workers-ad: ΖΗΤΟΥΝΤΑΙ ΕΡΓΑΤΑΙ Η ΕΤΑΙΡΕΙΑ ΜΕΤΑΛΛΕΙΩΝ ΚΑΣΣΑΝΔΡΑΣ Ζητεῖ ἐργάτας διὰ τὰ ΜΕΤΑΛΛΕΙΑ της εἰς Στρατώνι, Κασσάνδρας ἐργάτας μεταλλωρύχους καὶ ἄλλους. Αἱ ἀμοιβαὶ αὐτῶν ὁρίζονται ὡς ἑξῆς: Ἡμερομίσθια εἰς Ἀρχ. Μεταλλωρύχοι 61 Δρχ. Ξυλοποιοὶ 54 Μηχανικοὶ 52 Μινύδροι 52 Μηχανοδηγοὶ 52 Παῖδες 34 Ἡ Ἑταιρεία ἔχει Ἀποθήκας Τροφίμων, ἐκ τῶν ὁποίων οἱ ἐργάται λαμβάνουν τὰ εἴδη εἰς τιμὰς κατωτέρας τῶν τῆς ἀγορᾶς. Τιμαί: Ἄρτος 5.20 Δρχ. Κρέας 5 ὄκ. Ἔλαιον 22 Οἱ ἐργάται πρέπει νὰ εἶναι ἡλικίας 18—40 ἐτῶν καὶ ὑγιεῖς. Ἡ Ἑταιρεία πληρώνει τὰ ἔξοδα μεταφορᾶς ἐκ Θεσσαλονίκης μέχρι Στρατωνίου. Ἀπευθυντέον εἰς τὰ γραφεῖα τῆς Ἑταιρείας Ὁδὸς Βενιζέλου ἀριθ. 30. Στρατώνι (Χαλκιδικὴ) τῇ 29 Δεκεμβρίου 1926 Σ. Μ. ΔΗΜΟΥΛΙΤΣΑΣ [268,1368,684,1785]
masthead-saint: Παρθενίου επισκόπου [83,154,213,168]
klinikh-label: ΚΛΙΝΙΚΗ Χειρουργοῦ [1358,2035,1558,2049]
wedding-notice: ΕΥΤΥΧΙΟΣ Γ. ΠΑΠΑΔΑΧΑΡΙΟΥ ΚΑΛΛΙΟΠΗ Ν. ΧΡΙΣΤΙΔΟΥ ἐτέλεσαν τοὺς γάμους των ἐν Θεσ/νίκῃ τῇ 6—2—27 [268,1055,473,1113]
